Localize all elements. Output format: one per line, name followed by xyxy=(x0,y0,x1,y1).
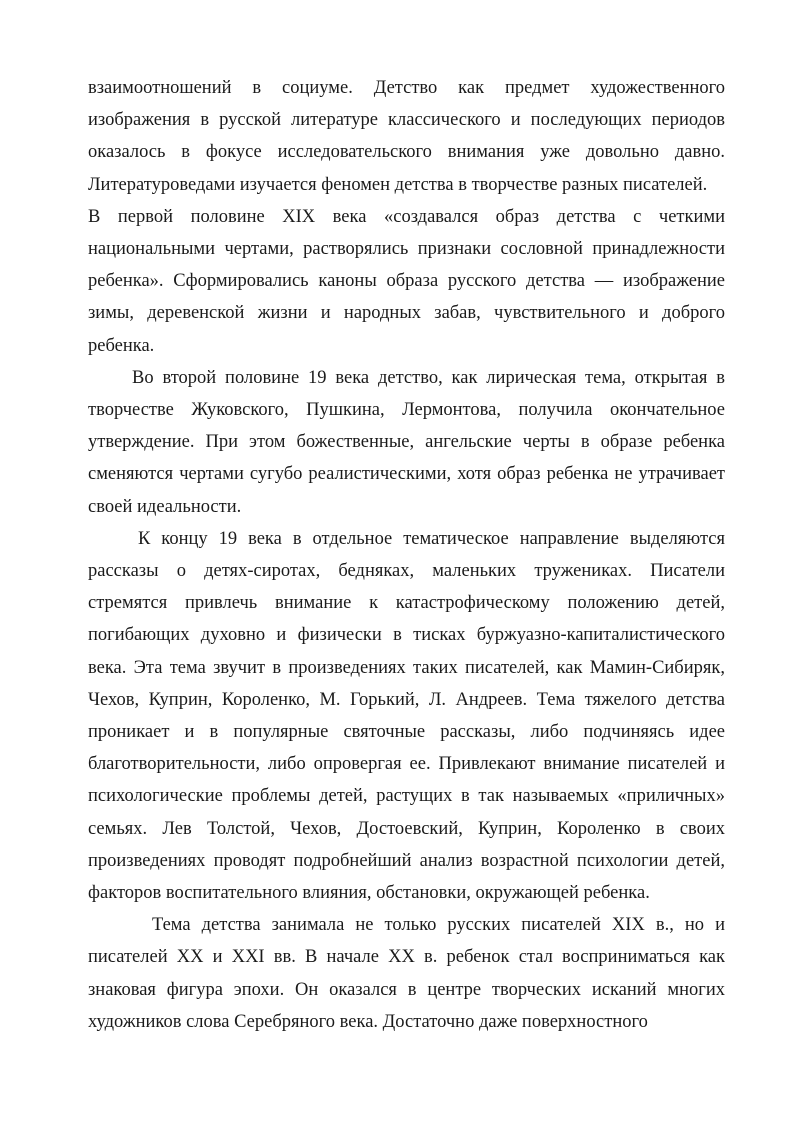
body-text xyxy=(88,72,725,1038)
paragraph-continuation: взаимоотношений в социуме. Детство как предмет художественного изображения в русской литературе классического и последующих периодов оказалось в фокусе исследовательского внимания уже довольно давно. Литературоведами изучается феномен детства в творчестве разных писателей. xyxy=(88,78,725,195)
paragraph-first-half-19th-century: В первой половине XIX века «создавался образ детства с четкими национальными чертами, растворялись признаки сословной принадлежности ребенка». Сформировались каноны образа русского детства — изображение зимы, деревенской жизни и народных забав, чувствительного и доброго ребенка. xyxy=(88,206,725,356)
paragraph-20th-21st-century: Тема детства занимала не только русских писателей XIX в., но и писателей XX и XXI вв. В начале XX в. ребенок стал восприниматься как знаковая фигура эпохи. Он оказался в центре творческих исканий многих художников слова Серебряного века. Достаточно даже поверхностного xyxy=(88,915,725,1032)
paragraph-end-19th-century: К концу 19 века в отдельное тематическое направление выделяются рассказы о детях-сиротах, бедняках, маленьких тружениках. Писатели стремятся привлечь внимание к катастрофическому положению детей, погибающих духовно и физически в тисках буржуазно-капиталистического века. Эта тема звучит в произведениях таких писателей, как Мамин-Сибиряк, Чехов, Куприн, Короленко, М. Горький, Л. Андреев. Тема тяжелого детства проникает и в популярные святочные рассказы, либо подчиняясь идее благотворительности, либо опровергая ее. Привлекают внимание писателей и психологические проблемы детей, растущих в так называемых «приличных» семьях. Лев Толстой, Чехов, Достоевский, Куприн, Короленко в своих произведениях проводят подробнейший анализ возрастной психологии детей, факторов воспитательного влияния, обстановки, окружающей ребенка. xyxy=(88,528,725,904)
paragraph-second-half-19th-century: Во второй половине 19 века детство, как лирическая тема, открытая в творчестве Жуковского, Пушкина, Лермонтова, получила окончательное утверждение. При этом божественные, ангельские черты в образе ребенка сменяются чертами сугубо реалистическими, хотя образ ребенка не утрачивает своей идеальности. xyxy=(88,367,725,517)
